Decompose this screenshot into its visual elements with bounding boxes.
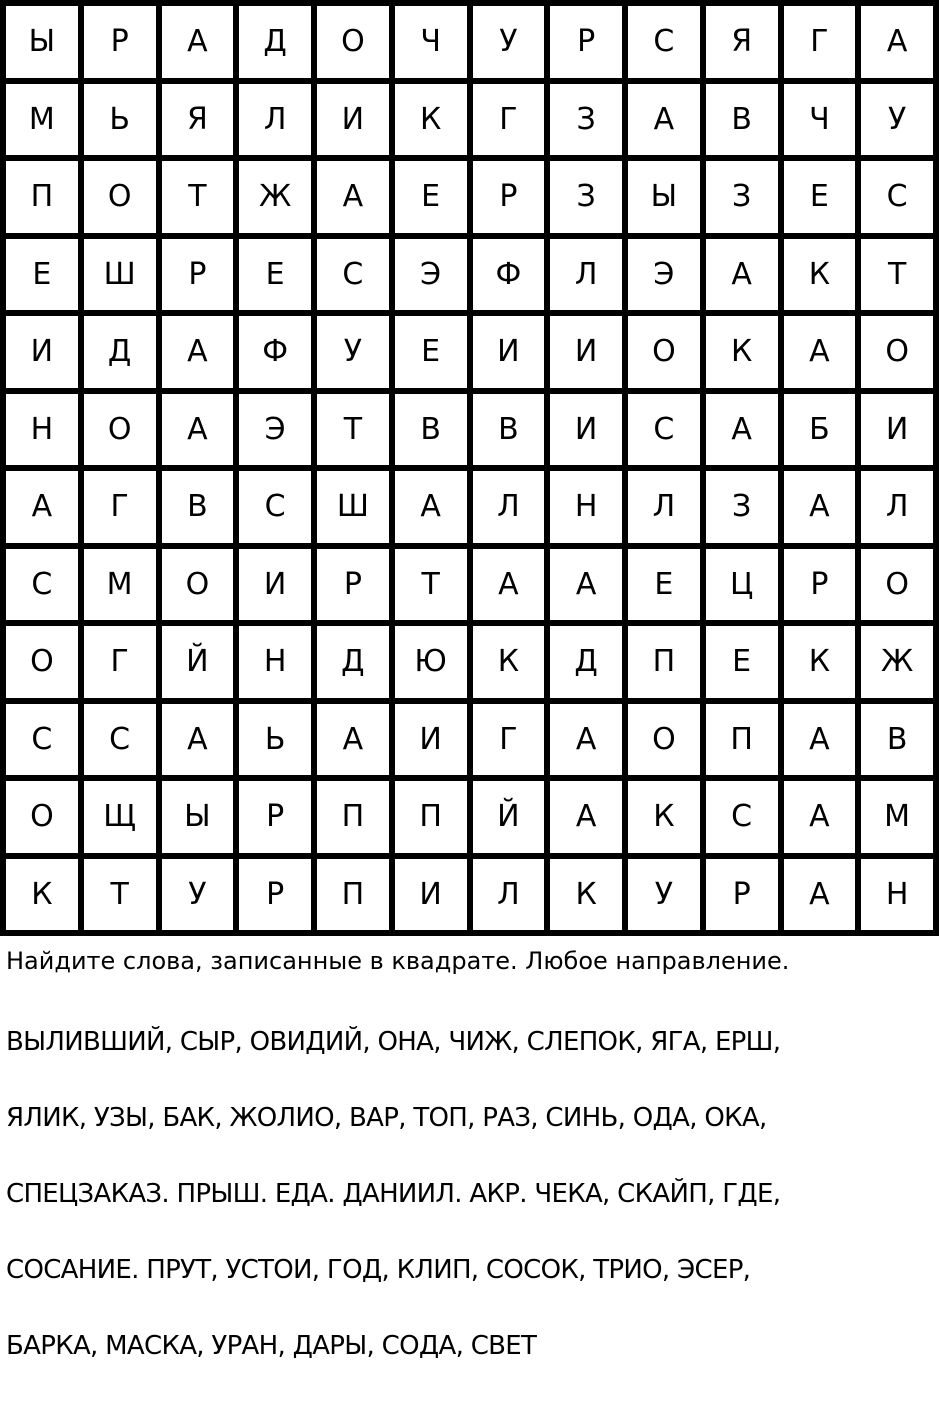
grid-cell[interactable]: Е <box>239 239 317 317</box>
grid-cell[interactable]: И <box>550 316 628 394</box>
grid-cell[interactable]: П <box>628 626 706 704</box>
word-list-line: СПЕЦЗАКАЗ. ПРЫШ. ЕДА. ДАНИИЛ. АКР. ЧЕКА, СКАЙП, ГДЕ, <box>6 1179 781 1209</box>
grid-cell[interactable]: У <box>861 84 939 162</box>
grid-cell[interactable]: Т <box>861 239 939 317</box>
grid-cell[interactable]: Э <box>628 239 706 317</box>
grid-cell[interactable]: И <box>239 549 317 627</box>
grid-cell[interactable]: П <box>317 859 395 937</box>
grid-cell[interactable]: Р <box>239 781 317 859</box>
grid-cell[interactable]: Г <box>84 626 162 704</box>
grid-cell[interactable]: С <box>628 6 706 84</box>
grid-cell[interactable]: Ы <box>162 781 240 859</box>
grid-cell[interactable]: А <box>550 549 628 627</box>
grid-cell[interactable]: О <box>628 704 706 782</box>
grid-cell[interactable]: Я <box>706 6 784 84</box>
grid-cell[interactable]: П <box>706 704 784 782</box>
grid-cell[interactable]: Ф <box>473 239 551 317</box>
grid-cell[interactable]: В <box>395 394 473 472</box>
grid-cell[interactable]: Г <box>84 471 162 549</box>
grid-cell[interactable]: Р <box>84 6 162 84</box>
grid-cell[interactable]: К <box>706 316 784 394</box>
grid-cell[interactable]: Н <box>550 471 628 549</box>
grid-cell[interactable]: М <box>84 549 162 627</box>
grid-cell[interactable]: И <box>317 84 395 162</box>
grid-cell[interactable]: О <box>317 6 395 84</box>
grid-cell[interactable]: Ю <box>395 626 473 704</box>
grid-cell[interactable]: Г <box>473 84 551 162</box>
grid-cell[interactable]: А <box>317 161 395 239</box>
grid-cell[interactable]: Д <box>84 316 162 394</box>
grid-cell[interactable]: А <box>162 704 240 782</box>
grid-cell[interactable]: С <box>861 161 939 239</box>
grid-cell[interactable]: Ч <box>395 6 473 84</box>
grid-cell[interactable]: Р <box>550 6 628 84</box>
grid-cell[interactable]: А <box>784 704 862 782</box>
grid-cell[interactable]: Р <box>162 239 240 317</box>
grid-cell[interactable]: У <box>317 316 395 394</box>
grid-cell[interactable]: Т <box>84 859 162 937</box>
grid-cell[interactable]: Д <box>317 626 395 704</box>
grid-cell[interactable]: О <box>6 781 84 859</box>
grid-cell[interactable]: К <box>628 781 706 859</box>
grid-cell[interactable]: О <box>861 316 939 394</box>
grid-cell[interactable]: Б <box>784 394 862 472</box>
grid-cell[interactable]: Р <box>784 549 862 627</box>
grid-cell[interactable]: Л <box>473 859 551 937</box>
grid-cell[interactable]: Е <box>395 161 473 239</box>
grid-cell[interactable]: И <box>861 394 939 472</box>
grid-cell[interactable]: И <box>550 394 628 472</box>
grid-cell[interactable]: К <box>473 626 551 704</box>
grid-cell[interactable]: К <box>784 626 862 704</box>
grid-cell[interactable]: А <box>550 704 628 782</box>
grid-cell[interactable]: С <box>84 704 162 782</box>
word-list-line: БАРКА, МАСКА, УРАН, ДАРЫ, СОДА, СВЕТ <box>6 1331 537 1361</box>
grid-cell[interactable]: Ц <box>706 549 784 627</box>
grid-cell[interactable]: Р <box>239 859 317 937</box>
grid-cell[interactable]: Л <box>550 239 628 317</box>
grid-cell[interactable]: П <box>317 781 395 859</box>
grid-cell[interactable]: П <box>395 781 473 859</box>
grid-cell[interactable]: С <box>628 394 706 472</box>
grid-cell[interactable]: О <box>861 549 939 627</box>
grid-cell[interactable]: Й <box>162 626 240 704</box>
grid-cell[interactable]: Ы <box>628 161 706 239</box>
grid-cell[interactable]: В <box>162 471 240 549</box>
grid-cell[interactable]: А <box>784 316 862 394</box>
grid-cell[interactable]: К <box>784 239 862 317</box>
grid-cell[interactable]: Э <box>239 394 317 472</box>
grid-cell[interactable]: О <box>84 394 162 472</box>
grid-cell[interactable]: Т <box>395 549 473 627</box>
grid-cell[interactable]: Т <box>317 394 395 472</box>
grid-cell[interactable]: А <box>162 6 240 84</box>
grid-cell[interactable]: В <box>473 394 551 472</box>
grid-cell[interactable]: З <box>550 84 628 162</box>
grid-cell[interactable]: З <box>706 161 784 239</box>
grid-cell[interactable]: Н <box>6 394 84 472</box>
grid-cell[interactable]: А <box>706 394 784 472</box>
grid-cell[interactable]: М <box>861 781 939 859</box>
grid-cell[interactable]: А <box>784 781 862 859</box>
word-list-line: ЯЛИК, УЗЫ, БАК, ЖОЛИО, ВАР, ТОП, РАЗ, СИНЬ, ОДА, ОКА, <box>6 1103 767 1133</box>
grid-cell[interactable]: Ь <box>239 704 317 782</box>
grid-cell[interactable]: Г <box>784 6 862 84</box>
grid-cell[interactable]: Р <box>473 161 551 239</box>
grid-cell[interactable]: А <box>706 239 784 317</box>
grid-cell[interactable]: У <box>473 6 551 84</box>
grid-cell[interactable]: Э <box>395 239 473 317</box>
grid-cell[interactable]: Ы <box>6 6 84 84</box>
grid-cell[interactable]: С <box>6 704 84 782</box>
grid-cell[interactable]: О <box>628 316 706 394</box>
grid-cell[interactable]: А <box>784 859 862 937</box>
grid-cell[interactable]: В <box>706 84 784 162</box>
grid-cell[interactable]: Ч <box>784 84 862 162</box>
grid-cell[interactable]: В <box>861 704 939 782</box>
grid-cell[interactable]: И <box>395 859 473 937</box>
grid-cell[interactable]: Ж <box>861 626 939 704</box>
grid-cell[interactable]: Д <box>550 626 628 704</box>
grid-cell[interactable]: А <box>550 781 628 859</box>
grid-cell[interactable]: И <box>6 316 84 394</box>
grid-cell[interactable]: Л <box>473 471 551 549</box>
word-list-line: СОСАНИЕ. ПРУТ, УСТОИ, ГОД, КЛИП, СОСОК, ТРИО, ЭСЕР, <box>6 1255 751 1285</box>
grid-cell[interactable]: С <box>317 239 395 317</box>
grid-cell[interactable]: Н <box>239 626 317 704</box>
grid-cell[interactable]: Ф <box>239 316 317 394</box>
grid-cell[interactable]: Н <box>861 859 939 937</box>
grid-cell[interactable]: А <box>628 84 706 162</box>
grid-cell[interactable]: Г <box>473 704 551 782</box>
grid-cell[interactable]: А <box>317 704 395 782</box>
grid-cell[interactable]: И <box>395 704 473 782</box>
grid-cell[interactable]: А <box>784 471 862 549</box>
grid-cell[interactable]: С <box>6 549 84 627</box>
grid-cell[interactable]: Р <box>317 549 395 627</box>
grid-cell[interactable]: Т <box>162 161 240 239</box>
grid-cell[interactable]: Л <box>239 84 317 162</box>
grid-cell[interactable]: Е <box>6 239 84 317</box>
grid-cell[interactable]: Ш <box>317 471 395 549</box>
grid-cell[interactable]: О <box>84 161 162 239</box>
grid-cell[interactable]: Ж <box>239 161 317 239</box>
grid-cell[interactable]: Р <box>706 859 784 937</box>
grid-cell[interactable]: К <box>550 859 628 937</box>
grid-cell[interactable]: Л <box>861 471 939 549</box>
grid-cell[interactable]: У <box>162 859 240 937</box>
grid-cell[interactable]: А <box>861 6 939 84</box>
grid-cell[interactable]: С <box>706 781 784 859</box>
word-list <box>6 985 936 1403</box>
word-list-line: ВЫЛИВШИЙ, СЫР, ОВИДИЙ, ОНА, ЧИЖ, СЛЕПОК, ЯГА, ЕРШ, <box>6 1027 781 1057</box>
grid-cell[interactable]: П <box>6 161 84 239</box>
grid-cell[interactable]: А <box>6 471 84 549</box>
grid-cell[interactable]: А <box>162 316 240 394</box>
grid-cell[interactable]: М <box>6 84 84 162</box>
grid-cell[interactable]: Ш <box>84 239 162 317</box>
grid-cell[interactable]: О <box>6 626 84 704</box>
grid-cell[interactable]: К <box>6 859 84 937</box>
grid-cell[interactable]: З <box>550 161 628 239</box>
grid-cell[interactable]: И <box>473 316 551 394</box>
grid-cell[interactable]: З <box>706 471 784 549</box>
grid-cell[interactable]: А <box>473 549 551 627</box>
grid-cell[interactable]: Щ <box>84 781 162 859</box>
grid-cell[interactable]: Д <box>239 6 317 84</box>
grid-cell[interactable]: С <box>239 471 317 549</box>
grid-cell[interactable]: К <box>395 84 473 162</box>
grid-cell[interactable]: Ь <box>84 84 162 162</box>
grid-cell[interactable]: О <box>162 549 240 627</box>
grid-cell[interactable]: Л <box>628 471 706 549</box>
grid-cell[interactable]: Е <box>784 161 862 239</box>
grid-cell[interactable]: Е <box>706 626 784 704</box>
grid-cell[interactable]: А <box>162 394 240 472</box>
grid-cell[interactable]: У <box>628 859 706 937</box>
grid-cell[interactable]: А <box>395 471 473 549</box>
instructions-text: Найдите слова, записанные в квадрате. Любое направление. <box>6 947 790 975</box>
grid-cell[interactable]: Й <box>473 781 551 859</box>
grid-cell[interactable]: Е <box>628 549 706 627</box>
grid-cell[interactable]: Е <box>395 316 473 394</box>
grid-cell[interactable]: Я <box>162 84 240 162</box>
